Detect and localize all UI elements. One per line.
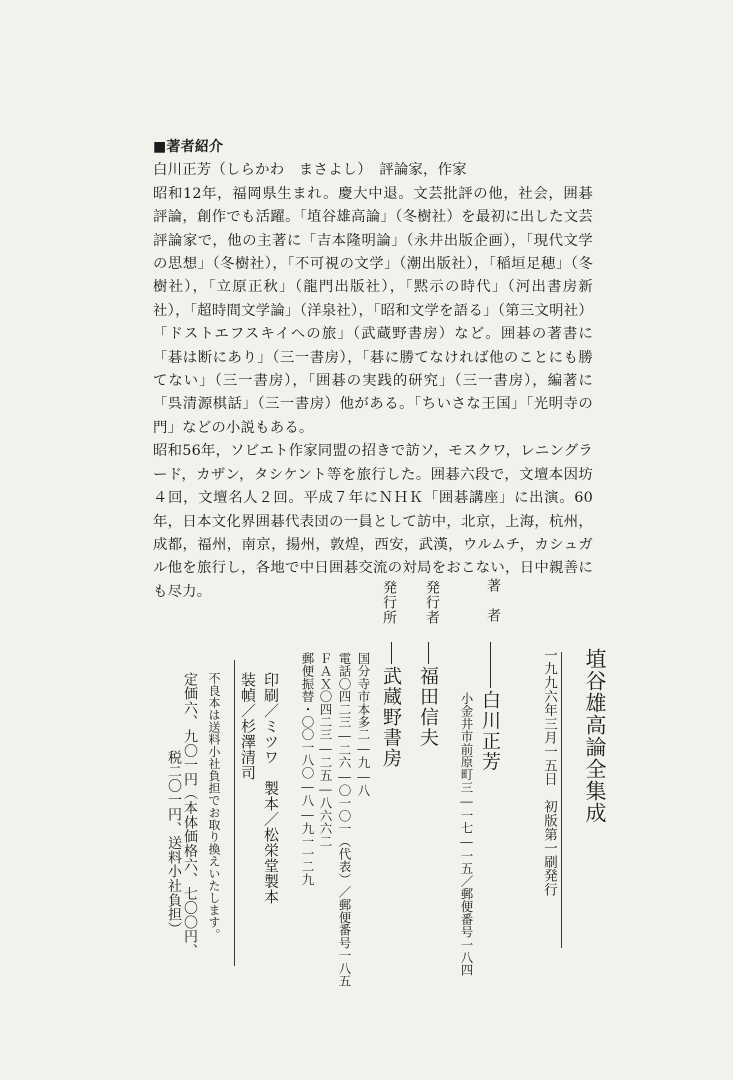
publisher-role-label: 発行者: [424, 580, 440, 625]
price-line-2: 税二〇一円、送料小社負担）: [166, 750, 182, 936]
author-address: [457, 648, 475, 976]
publisher-name: [415, 640, 442, 748]
author-intro-heading: ■著者紹介: [153, 139, 224, 155]
author-bio-paragraph-1: 昭和12年，福岡県生まれ。慶大中退。文芸批評の他，社会，囲碁評論，創作でも活躍。「埴谷雄高論」（冬樹社）を最初に出した文芸評論家で，他の主著に「吉本隆明論」（永井出版企画），「現代文学の思想」（冬樹社），「不可視の文学」（潮出版社），「稲垣足穂」（冬樹社），「立原正秋」（龍門出版社），「黙示の時代」（河出書房新社），「超時間文学論」（洋泉社），「昭和文学を語る」（第三文明社）「ドストエフスキイへの旅」（武蔵野書房）など。囲碁の著書に「碁は断にあり」（三一書房），「碁に勝てなければ他のことにも勝てない」（三一書房），「囲碁の実践的研究」（三一書房），編著に「呉清源棋話」（三一書房）他がある。「ちいさな王国」「光明寺の門」などの小説もある。: [153, 185, 593, 436]
publishing-house-postal-transfer: 郵便振替・〇〇一八〇―八―九一一二九: [300, 652, 315, 886]
author-address-text: 小金井市前原町三―一七―一五／郵便番号一八四: [459, 692, 474, 977]
publishing-house-role-label: 発行所: [381, 580, 397, 625]
author-name: [477, 640, 504, 772]
author-name-text: 白川正芳: [479, 690, 501, 772]
publishing-house-name: [378, 640, 405, 769]
publishing-house-fax: ＦＡＸ〇四二三―二五―八六六二: [318, 652, 333, 848]
price-line-1: 定価六、九〇一円（本体価格六、七〇〇円、: [182, 672, 198, 958]
colophon-divider-left: [234, 660, 235, 966]
publisher-name-text: 福田信夫: [417, 666, 439, 748]
defect-replacement-notice: 不良本は送料小社負担でお取り換えいたします。: [207, 672, 221, 941]
publishing-house-name-text: 武蔵野書房: [380, 666, 402, 769]
author-introduction: [153, 136, 593, 604]
book-title: 埴谷雄高論全集成: [583, 648, 607, 824]
publishing-house-leader-line: [391, 642, 392, 664]
publication-date: 一九九六年三月一五日 初版第一刷発行: [541, 648, 557, 897]
printing-binding-credit: 印刷／ミツワ 製本／松栄堂製本: [262, 672, 280, 905]
author-name-line: 白川正芳（しらかわ まさよし） 評論家，作家: [153, 162, 467, 179]
publisher-leader-line: [428, 642, 429, 664]
author-leader-line: [490, 642, 491, 688]
publishing-house-phone: 電話〇四二三―二六―〇一〇一（代表）／郵便番号一八五: [337, 652, 352, 988]
book-design-credit: 装幀／杉澤清司: [239, 672, 257, 781]
publishing-house-address: 国分寺市本多二―九―八: [356, 652, 371, 797]
author-bio-paragraph-2: 昭和56年，ソビエト作家同盟の招きで訪ソ，モスクワ，レニングラード，カザン，タシケント等を旅行した。囲碁六段で，文壇本因坊４回，文壇名人２回。平成７年にＮＨＫ「囲碁講座」に出演。60年，日本文化界囲碁代表団の一員として訪中，北京，上海，杭州，成都，福州，南京，揚州，敦煌，西安，武漢，ウルムチ，カシュガル他を旅行し，各地で中日囲碁交流の対局をおこない，日中親善にも尽力。: [153, 443, 593, 600]
author-role-label: 著 者: [485, 578, 501, 623]
colophon-divider-right: [561, 652, 562, 948]
